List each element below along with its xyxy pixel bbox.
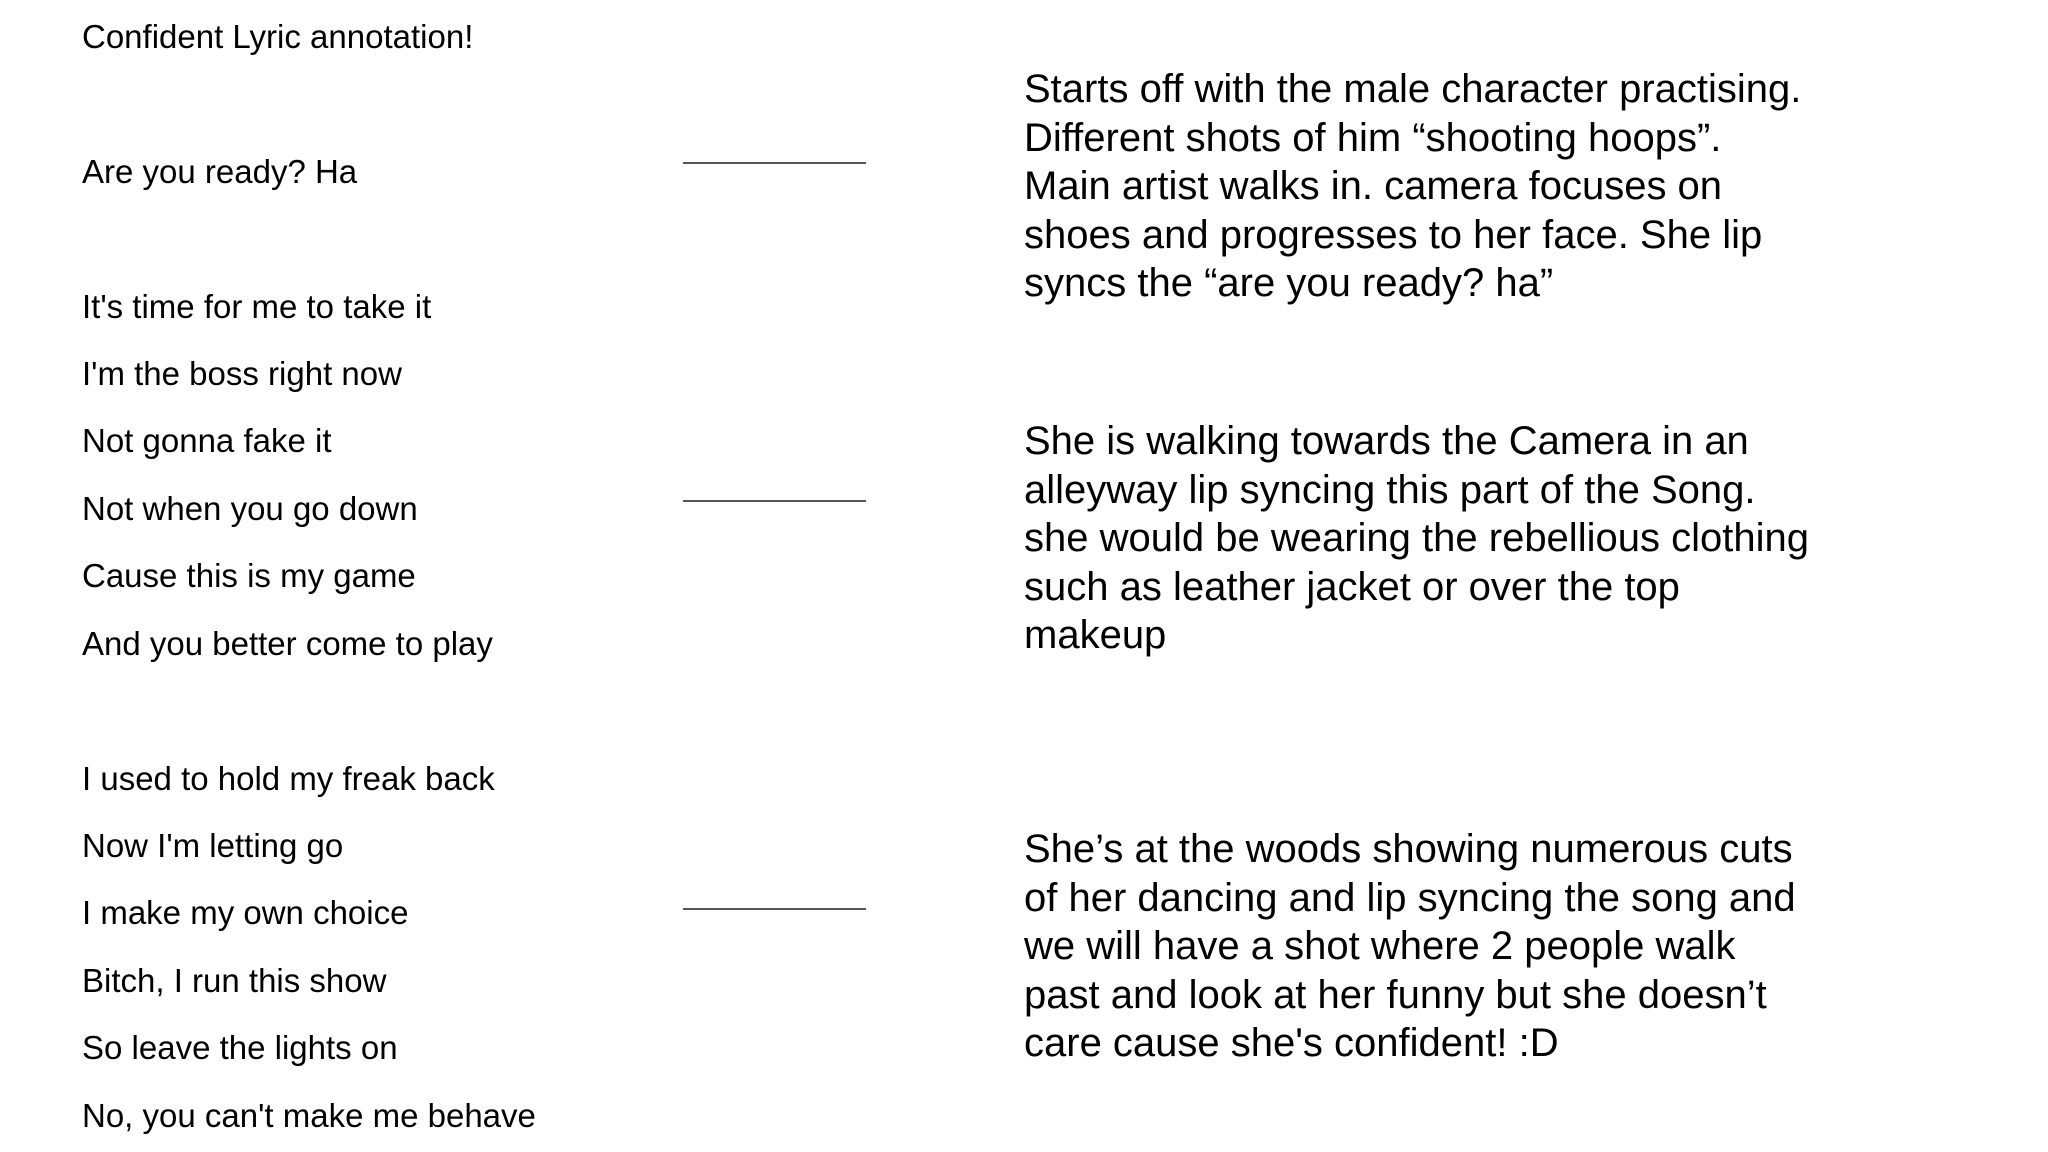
connector-line [683, 162, 866, 164]
lyric-line: Not when you go down [82, 490, 418, 527]
lyric-line: I make my own choice [82, 894, 409, 931]
lyric-line: Cause this is my game [82, 557, 416, 594]
connector-line [683, 908, 866, 910]
lyric-line: So leave the lights on [82, 1029, 398, 1066]
lyric-line: Bitch, I run this show [82, 962, 387, 999]
lyric-line: It's time for me to take it [82, 288, 432, 325]
lyric-line: Now I'm letting go [82, 827, 344, 864]
annotation-text: Starts off with the male character practising. Different shots of him “shooting hoops”. Main artist walks in. camera focuses on shoes and progresses to her face. She lip syncs the “are you ready? ha” [1024, 67, 1802, 305]
lyric-line: Are you ready? Ha [82, 153, 358, 190]
annotation-text: She is walking towards the Camera in an alleyway lip syncing this part of the Song. she would be wearing the rebellious clothing such as leather jacket or over the top makeup [1024, 419, 1809, 657]
document-title: Confident Lyric annotation! [82, 18, 474, 55]
annotation-text: She’s at the woods showing numerous cuts of her dancing and lip syncing the song and we will have a shot where 2 people walk past and look at her funny but she doesn’t care cause she's confident! :D [1024, 827, 1796, 1065]
lyric-line: I used to hold my freak back [82, 760, 495, 797]
lyric-line: And you better come to play [82, 625, 493, 662]
lyric-line: Not gonna fake it [82, 422, 332, 459]
lyric-line: No, you can't make me behave [82, 1097, 536, 1134]
lyric-line: I'm the boss right now [82, 355, 402, 392]
connector-line [683, 500, 866, 502]
